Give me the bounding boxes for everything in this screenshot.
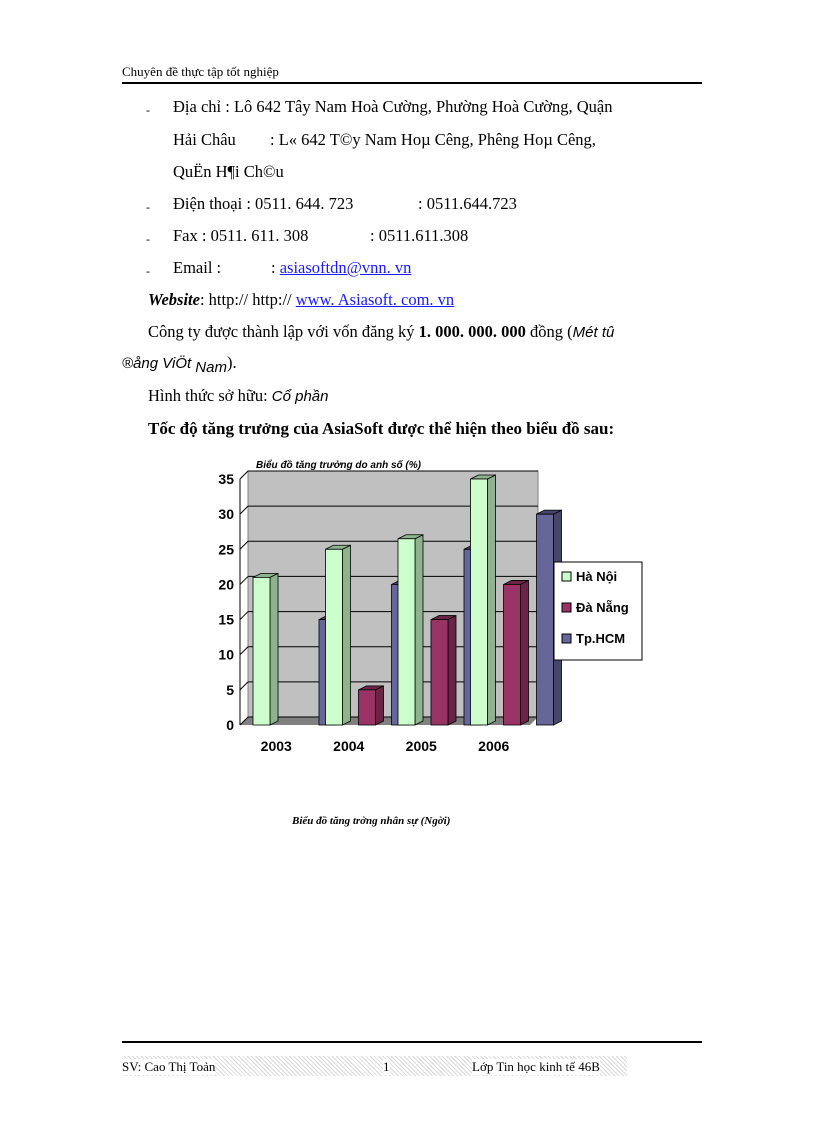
chart-gridline-depth — [240, 682, 248, 690]
footer-rule — [122, 1041, 702, 1043]
chart-bar-side — [376, 686, 384, 725]
page-header: Chuyên đề thực tập tốt nghiệp — [122, 64, 279, 79]
chart-bar-side — [270, 573, 278, 725]
chart-y-tick-label: 15 — [218, 611, 234, 628]
capital-text-g: ). — [226, 353, 237, 372]
chart-y-tick-label: 35 — [218, 471, 234, 487]
chart-gridline-depth — [240, 541, 248, 549]
footer-student: SV: Cao Thị Toản — [122, 1059, 216, 1074]
chart-caption: Biểu đồ tăng trởng nhân sự (Ngời) — [292, 815, 451, 827]
address-line-2a: Hải Châu — [173, 130, 236, 149]
chart-legend-label: Hà Nội — [576, 569, 618, 584]
footer-class: Lớp Tin học kinh tế 46B — [472, 1059, 600, 1074]
header-rule — [122, 82, 702, 84]
capital-line — [148, 322, 614, 342]
address-line-3: QuËn H¶i Ch©u — [173, 162, 284, 181]
chart-bar-side — [521, 580, 529, 725]
phone-dup: : 0511.644.723 — [418, 194, 517, 213]
capital-text-c: đồng ( — [530, 322, 573, 341]
email-colon-text: : — [271, 258, 276, 277]
chart-bar — [326, 549, 343, 725]
growth-chart — [200, 452, 660, 762]
chart-gridline-depth — [240, 576, 248, 584]
website-text: : http:// http:// — [199, 290, 292, 309]
chart-legend-swatch — [562, 572, 571, 581]
chart-bar-side — [488, 475, 496, 725]
fax-line: Fax : 0511. 611. 308 — [173, 226, 309, 245]
chart-x-tick-label: 2004 — [333, 738, 365, 754]
chart-gridline-depth — [240, 612, 248, 620]
chart-title: Biểu đồ tăng trưởng do anh số (%) — [256, 460, 421, 471]
ownership-value: Cổ phần — [271, 388, 329, 405]
capital-line-2 — [122, 353, 237, 376]
chart-bar-side — [415, 535, 423, 725]
email-label: Email : — [173, 258, 222, 277]
chart-gridline-depth — [240, 647, 248, 655]
chart-legend-swatch — [562, 603, 571, 612]
address-line-1: Địa chỉ : Lô 642 Tây Nam Hoà Cường, Phường Hoà Cường, Quận — [173, 97, 613, 116]
chart-y-tick-label: 20 — [218, 576, 234, 593]
bullet: - — [146, 232, 150, 246]
chart-legend-swatch — [562, 634, 571, 643]
chart-bar — [537, 514, 554, 725]
chart-bar — [504, 584, 521, 725]
chart-gridline-depth — [240, 471, 248, 479]
fax-dup: : 0511.611.308 — [370, 226, 469, 245]
email-link[interactable]: asiasoftdn@vnn. vn — [279, 258, 412, 277]
chart-y-tick-label: 0 — [226, 717, 234, 733]
website-link[interactable]: www. Asiasoft. com. vn — [295, 290, 455, 309]
chart-bar — [431, 620, 448, 725]
chart-y-tick-label: 25 — [218, 541, 234, 558]
chart-x-tick-label: 2005 — [405, 738, 437, 754]
growth-heading: Tốc độ tăng trưởng của AsiaSoft được thể hiện theo biểu đồ sau: — [148, 419, 615, 438]
chart-x-tick-label: 2006 — [478, 738, 510, 754]
chart-bar — [359, 690, 376, 725]
chart-bar-side — [343, 545, 351, 725]
phone-line: Điện thoại : 0511. 644. 723 — [173, 194, 354, 213]
chart-legend-label: Tp.HCM — [576, 631, 626, 646]
bullet: - — [146, 103, 150, 117]
chart-gridline-depth — [240, 506, 248, 514]
email-colon — [271, 258, 411, 278]
chart-y-tick-label: 10 — [218, 646, 234, 663]
chart-y-tick-label: 5 — [226, 681, 234, 698]
bullet: - — [146, 200, 150, 214]
capital-text-d: Mét tû — [572, 324, 615, 341]
capital-amount: 1. 000. 000. 000 — [418, 322, 526, 341]
website-line — [148, 290, 454, 310]
chart-legend-label: Đà Nẵng — [576, 600, 629, 615]
address-line-2b: : L« 642 T©y Nam Hoµ Cêng, Phêng Hoµ Cêng, — [270, 130, 596, 149]
website-label: Website — [148, 290, 200, 309]
chart-x-tick-label: 2003 — [260, 738, 292, 754]
bullet: - — [146, 264, 150, 278]
capital-text-a: Công ty được thành lập với vốn đăng ký — [148, 322, 415, 341]
chart-bar-side — [448, 616, 456, 725]
chart-y-tick-label: 30 — [218, 506, 234, 523]
footer-page-number: 1 — [383, 1059, 390, 1074]
capital-text-e: ®ång ViÖt — [122, 355, 192, 372]
capital-text-f: Nam — [195, 359, 227, 376]
chart-bar — [398, 539, 415, 725]
ownership-line — [148, 386, 329, 406]
chart-bar — [253, 577, 270, 725]
chart-bar — [471, 479, 488, 725]
ownership-label: Hình thức sở hữu: — [148, 386, 268, 405]
